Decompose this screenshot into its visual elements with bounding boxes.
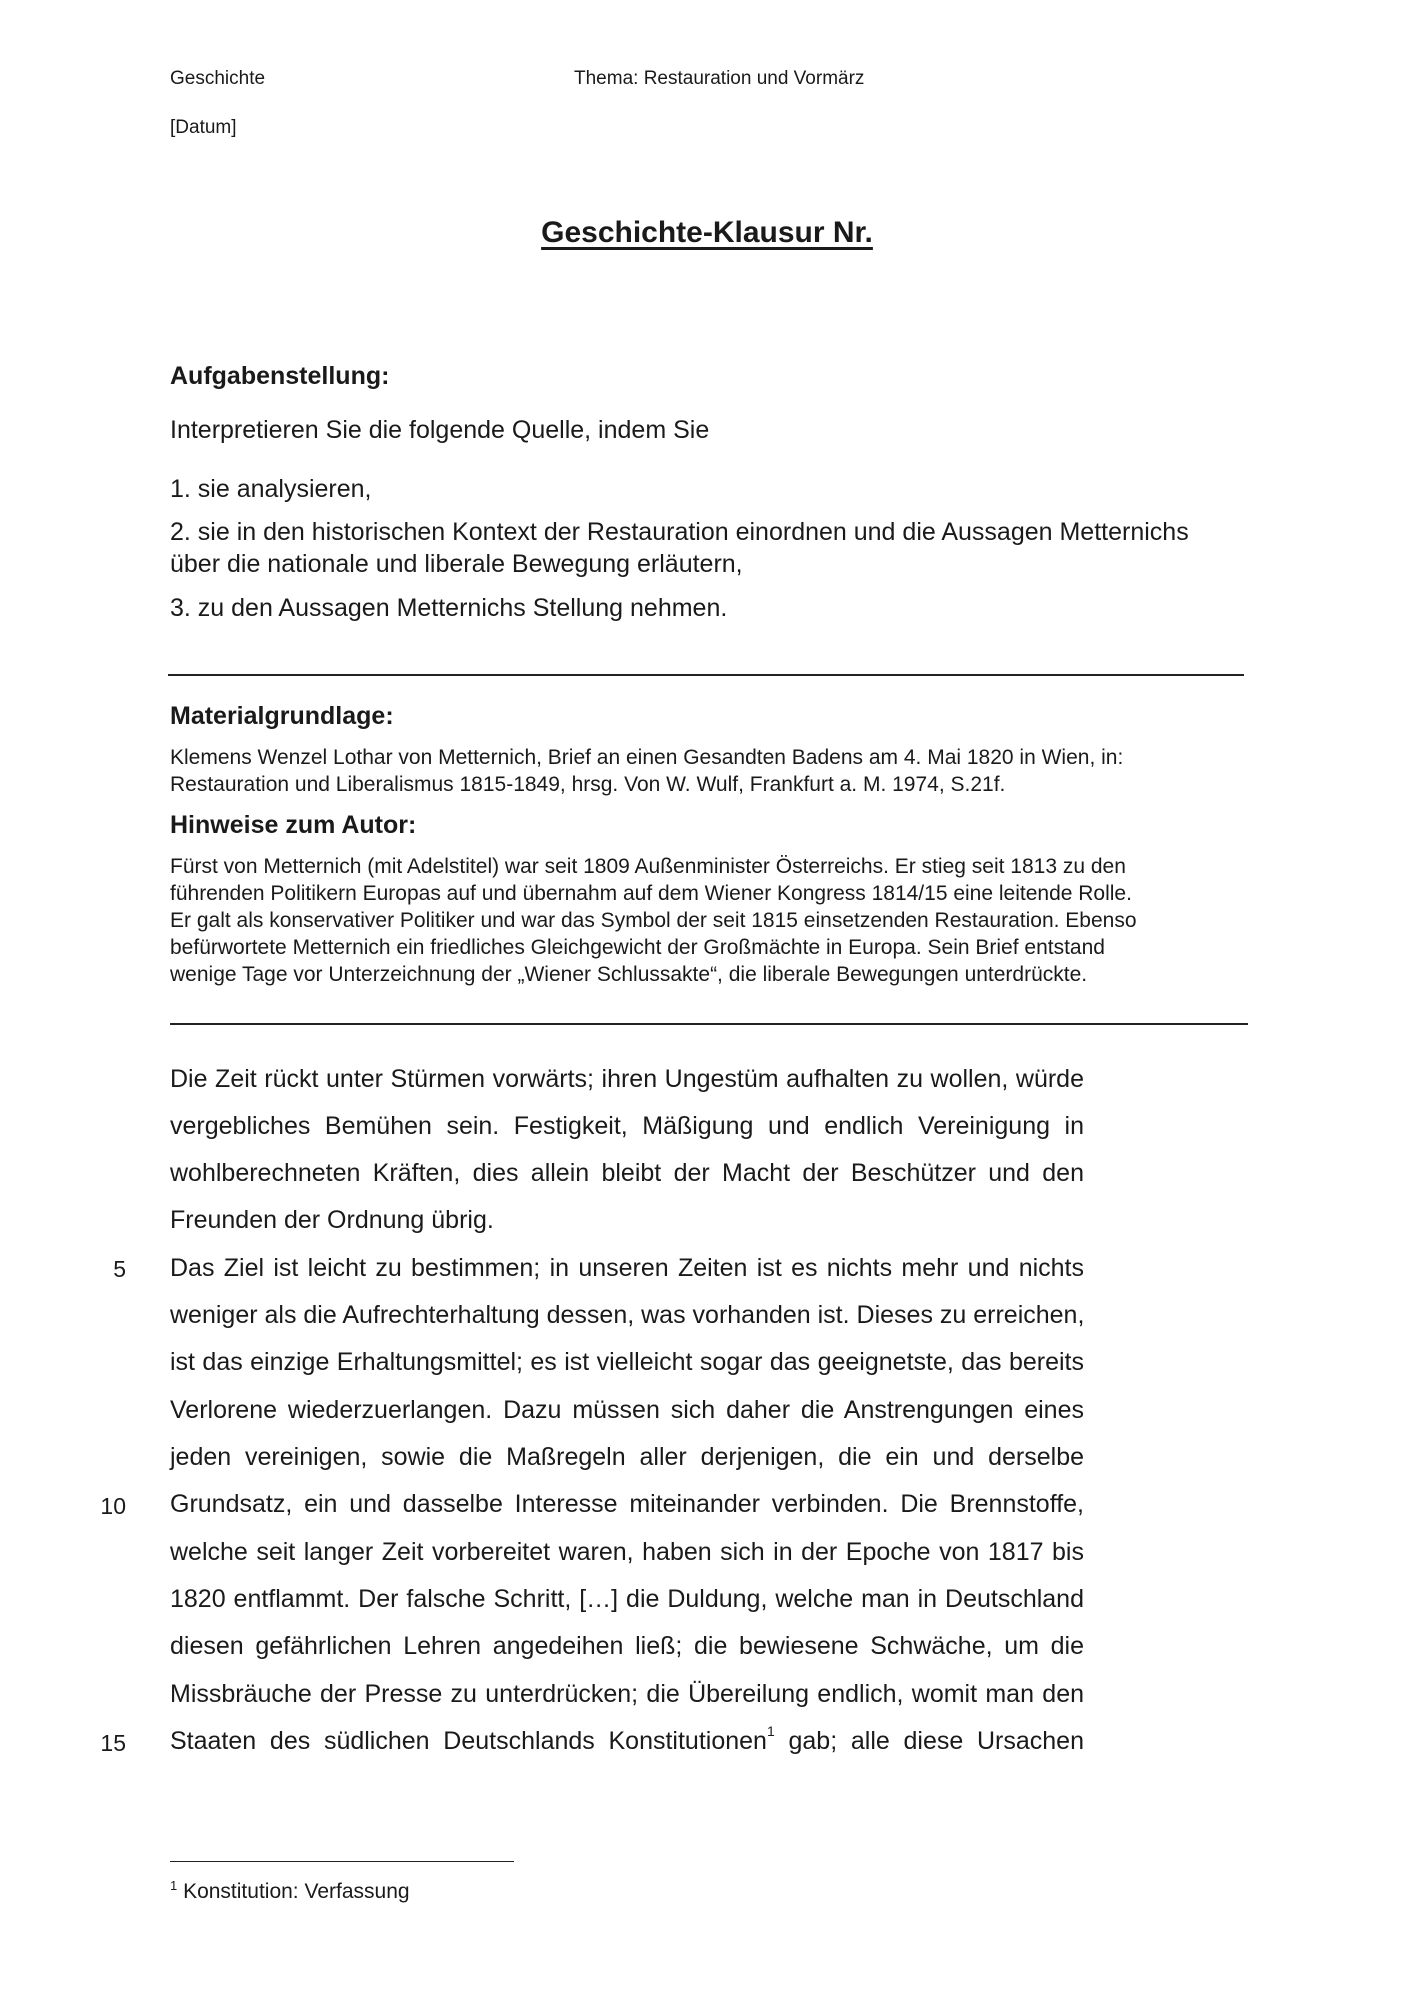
- source-line-2: vergebliches Bemühen sein. Festigkeit, Mäßigung und endlich Vereinigung in: [170, 1112, 1084, 1140]
- source-line-5: Das Ziel ist leicht zu bestimmen; in unseren Zeiten ist es nichts mehr und nichts: [170, 1254, 1084, 1282]
- task-item-2: 2. sie in den historischen Kontext der Restauration einordnen und die Aussagen Metternichs: [170, 518, 1189, 546]
- material-heading: Materialgrundlage:: [170, 702, 394, 730]
- source-line-15-tail: gab; alle diese Ursachen: [774, 1727, 1084, 1755]
- task-item-1: 1. sie analysieren,: [170, 475, 372, 503]
- source-line-9: jeden vereinigen, sowie die Maßregeln aller derjenigen, die ein und derselbe: [170, 1443, 1084, 1471]
- author-line-1: Fürst von Metternich (mit Adelstitel) war seit 1809 Außenminister Österreichs. Er stieg seit 1813 zu den: [170, 855, 1126, 878]
- divider-top: [168, 674, 1244, 676]
- source-line-3: wohlberechneten Kräften, dies allein bleibt der Macht der Beschützer und den: [170, 1159, 1084, 1187]
- source-line-13: diesen gefährlichen Lehren angedeihen ließ; die bewiesene Schwäche, um die: [170, 1632, 1084, 1660]
- author-line-3: Er galt als konservativer Politiker und war das Symbol der seit 1815 einsetzenden Restauration. Ebenso: [170, 909, 1137, 932]
- author-heading: Hinweise zum Autor:: [170, 811, 417, 839]
- source-line-1: Die Zeit rückt unter Stürmen vorwärts; ihren Ungestüm aufhalten zu wollen, würde: [170, 1065, 1084, 1093]
- author-line-5: wenige Tage vor Unterzeichnung der „Wiener Schlussakte“, die liberale Bewegungen unterdrückte.: [170, 963, 1088, 986]
- material-line-2: Restauration und Liberalismus 1815-1849, hrsg. Von W. Wulf, Frankfurt a. M. 1974, S.21f.: [170, 773, 1006, 796]
- source-line-4: Freunden der Ordnung übrig.: [170, 1206, 494, 1234]
- source-line-12: 1820 entflammt. Der falsche Schritt, […] die Duldung, welche man in Deutschland: [170, 1585, 1084, 1613]
- task-item-3: 3. zu den Aussagen Metternichs Stellung nehmen.: [170, 594, 728, 622]
- source-line-6: weniger als die Aufrechterhaltung dessen, was vorhanden ist. Dieses zu erreichen,: [170, 1301, 1085, 1329]
- author-line-4: befürwortete Metternich ein friedliches Gleichgewicht der Großmächte in Europa. Sein Brief entstand: [170, 936, 1105, 959]
- source-line-15: [170, 1723, 1084, 1756]
- topic-label: Thema: Restauration und Vormärz: [574, 68, 865, 89]
- source-line-11: welche seit langer Zeit vorbereitet waren, haben sich in der Epoche von 1817 bis: [170, 1538, 1084, 1566]
- material-line-1: Klemens Wenzel Lothar von Metternich, Brief an einen Gesandten Badens am 4. Mai 1820 in Wien, in:: [170, 746, 1124, 769]
- date-placeholder: [Datum]: [170, 117, 237, 138]
- footnote-separator: [170, 1861, 514, 1862]
- footnote-ref: 1: [766, 1723, 775, 1739]
- line-number-15: 15: [100, 1730, 126, 1756]
- line-number-10: 10: [100, 1493, 126, 1519]
- footnote-text: Konstitution: Verfassung: [177, 1880, 410, 1903]
- divider-bottom: [170, 1023, 1248, 1025]
- source-line-14: Missbräuche der Presse zu unterdrücken; die Übereilung endlich, womit man den: [170, 1680, 1084, 1708]
- task-heading: Aufgabenstellung:: [170, 362, 390, 390]
- source-line-7: ist das einzige Erhaltungsmittel; es ist vielleicht sogar das geeignetste, das bereits: [170, 1348, 1084, 1376]
- footnote-marker: 1: [170, 1878, 178, 1893]
- task-item-2-cont: über die nationale und liberale Bewegung erläutern,: [170, 550, 743, 578]
- source-line-15-text: Staaten des südlichen Deutschlands Konstitutionen: [170, 1727, 767, 1755]
- subject-label: Geschichte: [170, 68, 266, 89]
- source-line-8: Verlorene wiederzuerlangen. Dazu müssen sich daher die Anstrengungen eines: [170, 1396, 1084, 1424]
- footnote: [170, 1880, 410, 1904]
- task-intro: Interpretieren Sie die folgende Quelle, indem Sie: [170, 416, 710, 444]
- source-line-10: Grundsatz, ein und dasselbe Interesse miteinander verbinden. Die Brennstoffe,: [170, 1490, 1084, 1518]
- line-number-5: 5: [113, 1256, 126, 1282]
- page-title: Geschichte-Klausur Nr.: [541, 216, 873, 249]
- author-line-2: führenden Politikern Europas auf und übernahm auf dem Wiener Kongress 1814/15 eine leitende Rolle.: [170, 882, 1132, 905]
